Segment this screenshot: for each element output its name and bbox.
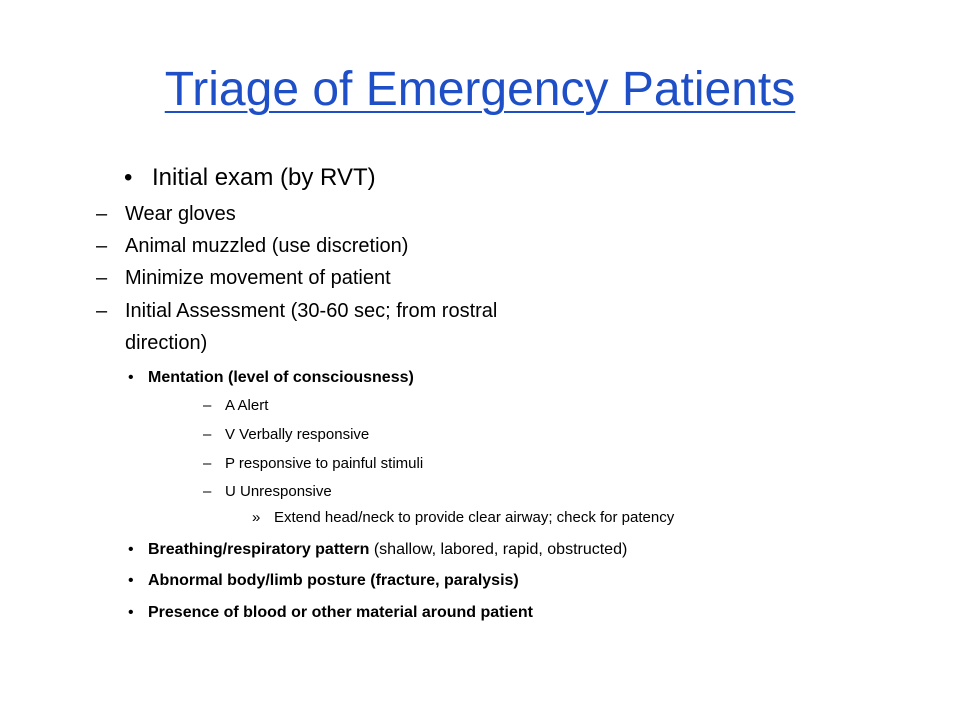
breathing-detail: (shallow, labored, rapid, obstructed) (369, 541, 628, 558)
bullet-marker: • (128, 572, 134, 589)
bullet-marker: • (128, 541, 134, 558)
bullet-marker: • (128, 369, 134, 386)
avpu-verbal: V Verbally responsive (225, 426, 370, 443)
dash-marker: – (203, 397, 212, 414)
dash-marker: – (203, 426, 212, 443)
breathing-bold-label: Breathing/respiratory pattern (148, 541, 370, 558)
bullet-breathing (148, 539, 627, 561)
chevron-marker: » (252, 509, 261, 526)
dash-marker: – (96, 203, 108, 225)
bullet-assessment-line2: direction) (125, 332, 208, 354)
bullet-extend: Extend head/neck to provide clear airway; check for patency (274, 509, 675, 526)
avpu-pain: P responsive to painful stimuli (225, 455, 424, 472)
dash-marker: – (203, 455, 212, 472)
dash-marker: – (96, 235, 108, 257)
avpu-unresponsive: U Unresponsive (225, 483, 332, 500)
bullet-marker: • (124, 164, 133, 191)
dash-marker: – (96, 300, 108, 322)
bullet-assessment-line1: Initial Assessment (30-60 sec; from rostral (125, 300, 498, 322)
bullet-initial-exam: Initial exam (by RVT) (152, 164, 376, 191)
bullet-posture: Abnormal body/limb posture (fracture, paralysis) (148, 572, 519, 589)
dash-marker: – (96, 267, 108, 289)
bullet-blood: Presence of blood or other material around patient (148, 604, 533, 621)
bullet-wear-gloves: Wear gloves (125, 203, 236, 225)
dash-marker: – (203, 483, 212, 500)
slide-title: Triage of Emergency Patients (164, 63, 796, 116)
bullet-mentation: Mentation (level of consciousness) (148, 369, 414, 386)
bullet-minimize: Minimize movement of patient (125, 267, 391, 289)
bullet-marker: • (128, 604, 134, 621)
avpu-alert: A Alert (225, 397, 269, 414)
bullet-muzzled: Animal muzzled (use discretion) (125, 235, 409, 257)
